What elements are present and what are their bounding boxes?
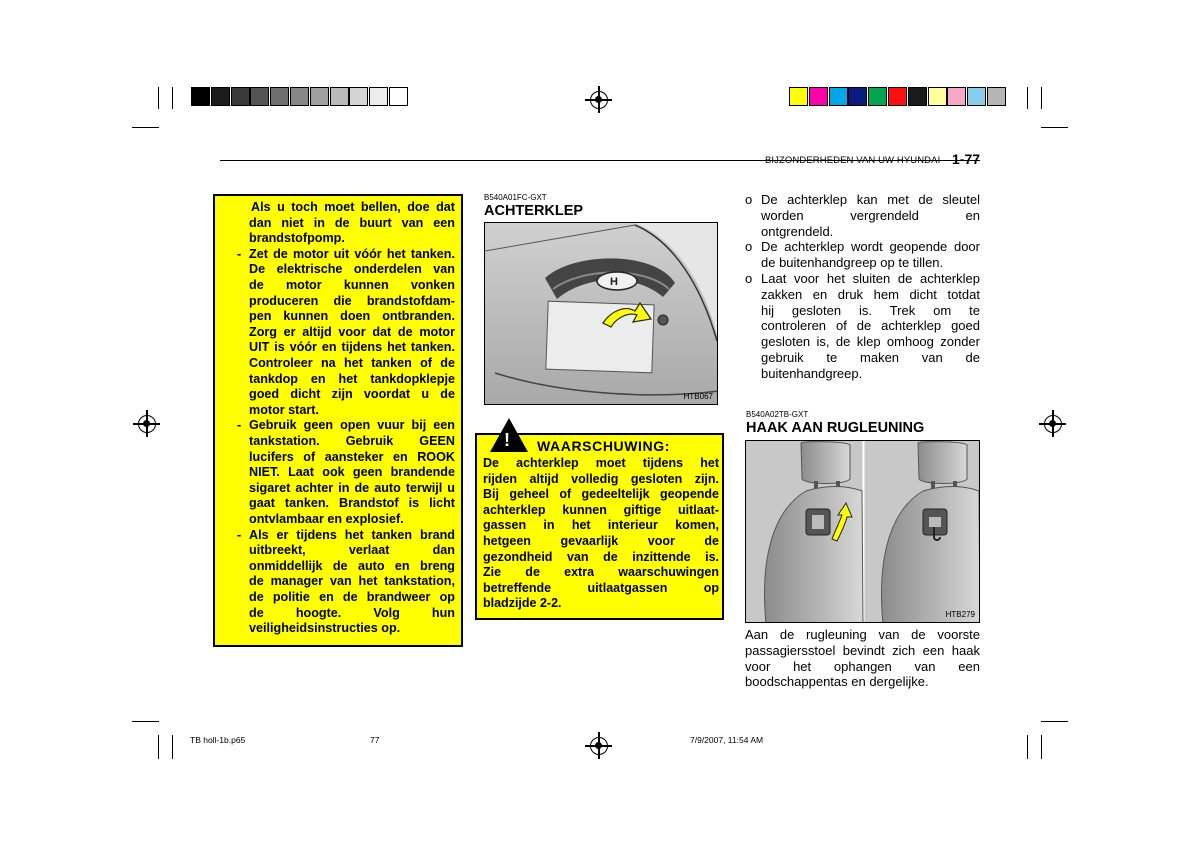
haak-line: voor het ophangen van een [745,658,980,674]
color-swatch [928,87,947,106]
crop-mark [1041,127,1068,128]
color-swatch [809,87,828,106]
crop-mark [172,87,173,109]
achterklep-image-label: HTB067 [683,392,713,401]
bullet-line: controleren of de achterklep goed [761,318,980,334]
svg-text:H: H [610,276,618,288]
bullet-line: De achterklep kan met de sleutel [761,192,980,207]
fuel-safety-line: ontvlambaar en explosief. [249,512,404,526]
footer-page: 77 [370,735,380,745]
haak-title: HAAK AAN RUGLEUNING [746,420,925,436]
color-swatch [349,87,368,106]
warning-line: Zie de extra waarschuwingen [483,565,719,580]
color-swatch [908,87,927,106]
fuel-safety-line: Als er tijdens het tanken brand [249,527,455,542]
fuel-safety-line: uitbreekt, verlaat dan [249,543,455,558]
bullet-marker: o [745,271,753,286]
header-section-title: BIJZONDERHEDEN VAN UW HYUNDAI [765,155,941,166]
bullet-line: De achterklep wordt geopende door [761,239,980,255]
fuel-safety-line: veiligheidsinstructies op. [249,621,401,636]
seat-hook-drawing [746,441,980,623]
haak-line: boodschappentas en dergelijke. [745,674,929,690]
bullet-line: buitenhandgreep. [761,365,863,381]
bullet-line: worden vergrendeld en [761,207,980,223]
warning-line: achterklep kunnen giftige uitlaat- [483,502,719,517]
fuel-safety-line: Gebruik geen open vuur bij een [249,418,455,433]
registration-mark-icon [590,737,608,755]
haak-image-label: HTB279 [945,610,975,619]
warning-line: Bij geheel of gedeeltelijk geopende [483,487,719,502]
color-swatch [848,87,867,106]
crop-mark [1041,721,1068,722]
bullet-line: Laat voor het sluiten de achterklep [761,271,980,286]
color-swatch [868,87,887,106]
crop-mark [1041,735,1042,759]
tailgate-drawing [485,223,718,405]
bullet-line: ontgrendeld. [761,223,834,239]
color-swatch [789,87,808,106]
color-swatch [290,87,309,106]
fuel-safety-line: tankstation. Gebruik GEEN [249,434,455,448]
fuel-safety-line: De elektrische onderdelen van [249,262,455,277]
warning-line: bladzijde 2-2. [483,596,562,611]
footer-filename: TB holl-1b.p65 [190,735,246,745]
fuel-safety-line: NIET. Laat ook geen brandende [249,465,455,480]
color-swatch [829,87,848,106]
registration-mark-icon [1044,415,1062,433]
color-swatch [987,87,1006,106]
list-dash: - [237,418,242,433]
footer-date: 7/9/2007, 11:54 AM [690,735,764,745]
fuel-safety-line: pen kunnen doen ontbranden. [249,309,455,324]
tailgate-illustration [484,222,718,405]
color-swatch [231,87,250,106]
warning-box [475,430,724,620]
fuel-safety-line: brandstofpomp. [249,231,345,246]
crop-mark [132,127,159,128]
fuel-safety-line: Controleer na het tanken of de [249,356,455,370]
crop-mark [1041,87,1042,109]
fuel-safety-line: Als u toch moet bellen, doe dat [251,200,455,214]
warning-line: gezondheid van de inzittende is. [483,549,719,564]
fuel-safety-line: Zet de motor uit vóór het tanken. [249,246,455,261]
color-swatch [191,87,210,106]
fuel-safety-line: de manager van het tankstation, [249,574,455,589]
color-swatch [369,87,388,106]
fuel-safety-line: sigaret achter in de auto terwijl u [249,480,455,495]
warning-title: WAARSCHUWING: [537,438,671,454]
color-swatch [947,87,966,106]
fuel-safety-line: tankdop en het tankdopklepje [249,371,455,386]
crop-mark [132,721,159,722]
warning-line: De achterklep moet tijdens het [483,456,719,470]
fuel-safety-line: de hoogte. Volg hun [249,605,455,620]
crop-mark [172,735,173,759]
seat-hook-illustration [745,440,980,623]
fuel-safety-line: de motor kunnen vonken [249,278,455,292]
color-swatch [250,87,269,106]
warning-exclamation: ! [504,430,510,450]
warning-line: hetgeen gevaarlijk voor de [483,534,719,548]
list-dash: - [237,527,242,542]
haak-line: passagiersstoel bevindt zich een haak [745,642,980,658]
bullet-marker: o [745,192,753,207]
color-swatch [888,87,907,106]
color-swatch [389,87,408,106]
bullet-line: gebruik te maken van de [761,350,980,365]
fuel-safety-line: onmiddellijk de auto en breng [249,558,455,573]
fuel-safety-line: produceren die brandstofdam- [249,293,455,308]
fuel-safety-line: UIT is vóór en tijdens het tanken. [249,340,455,355]
fuel-safety-line: dan niet in de buurt van een [249,215,455,230]
fuel-safety-line: de politie en de brandweer op [249,590,455,604]
bullet-marker: o [745,239,753,255]
registration-mark-icon [138,415,156,433]
list-dash: - [237,246,242,261]
haak-line: Aan de rugleuning van de voorste [745,627,980,642]
crop-mark [1027,87,1028,109]
color-swatch [270,87,289,106]
registration-mark-icon [590,91,608,109]
haak-code: B540A02TB-GXT [746,410,809,419]
color-swatch [330,87,349,106]
fuel-safety-line: gaat tanken. Brandstof is licht [249,496,455,511]
fuel-safety-line: Zorg er altijd voor dat de motor [249,324,455,339]
fuel-safety-line: goed dicht zijn voordat u de [249,387,455,402]
fuel-safety-line: lucifers of aansteker en ROOK [249,449,455,464]
page-number: 1-77 [952,151,981,167]
achterklep-code: B540A01FC-GXT [484,193,547,202]
color-swatch [967,87,986,106]
achterklep-title: ACHTERKLEP [484,203,584,219]
bullet-line: de buitenhandgreep op te tillen. [761,255,944,271]
color-swatch [211,87,230,106]
fuel-safety-line: motor start. [249,402,319,417]
fuel-safety-box [213,194,463,647]
bullet-line: zakken en druk hem dicht totdat [761,286,980,302]
bullet-line: hij gesloten is. Trek om te [761,302,980,318]
warning-line: betreffende uitlaatgassen op [483,580,719,595]
warning-line: rijden altijd volledig gesloten zijn. [483,471,719,486]
warning-line: gassen in het interieur komen, [483,518,719,533]
bullet-line: gesloten is, de klep omhoog zonder [761,334,980,350]
crop-mark [158,735,159,759]
crop-mark [158,87,159,109]
color-swatch [310,87,329,106]
crop-mark [1027,735,1028,759]
